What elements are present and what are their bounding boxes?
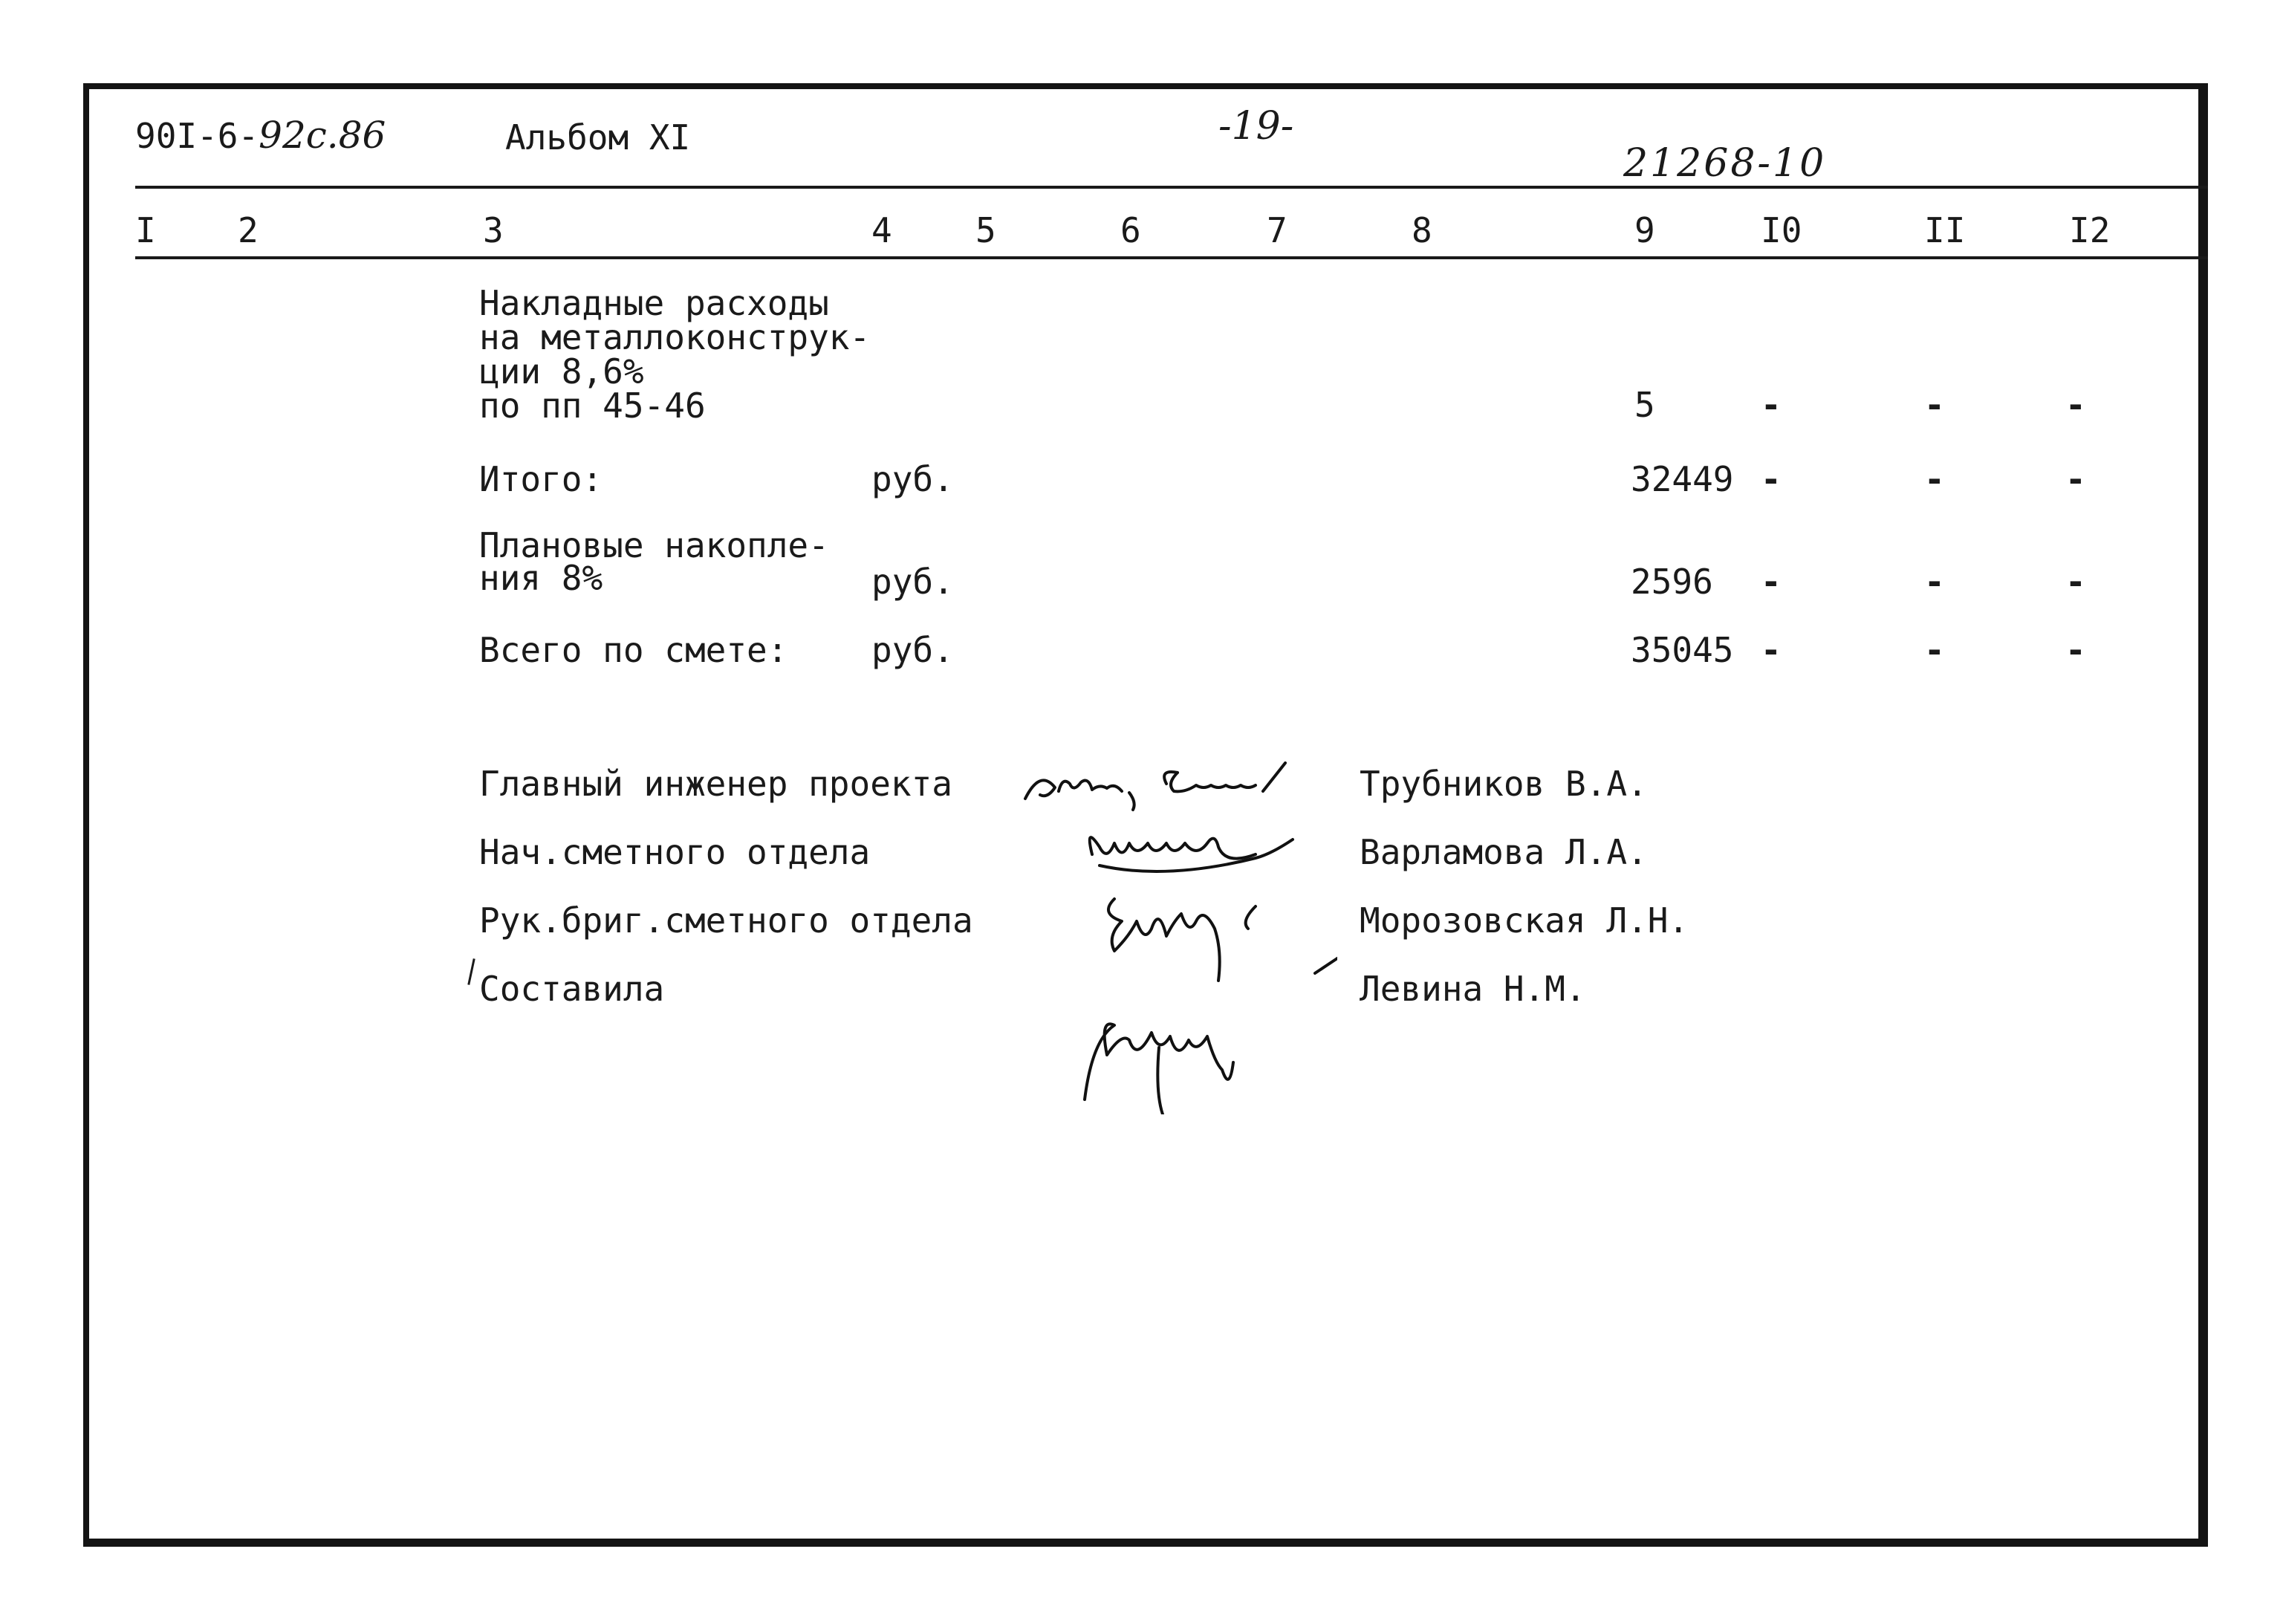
column-number: I0 <box>1761 210 1802 250</box>
column-number: I2 <box>2069 210 2111 250</box>
row-description: Плановые накопле- ния 8% <box>479 525 829 598</box>
row-description: Итого: <box>479 459 603 499</box>
row-value-col11: - <box>1924 385 1945 425</box>
row-value-col9: 35045 <box>1631 630 1734 670</box>
row-value-col12: - <box>2065 385 2086 425</box>
handwritten-signature-brigade-lead <box>1070 877 1337 1114</box>
row-value-col11: - <box>1924 562 1945 602</box>
column-number: 6 <box>1120 210 1141 250</box>
row-unit: руб. <box>871 459 954 499</box>
signature-role: Составила <box>479 969 665 1009</box>
signature-name: Морозовская Л.Н. <box>1360 900 1689 941</box>
row-value-col10: - <box>1761 630 1782 670</box>
row-value-col12: - <box>2065 562 2086 602</box>
row-description: Всего по смете: <box>479 630 788 670</box>
row-value-col9: 2596 <box>1631 562 1713 602</box>
header-rule <box>135 186 2208 189</box>
signature-role: Нач.сметного отдела <box>479 832 871 872</box>
row-value-col11: - <box>1924 630 1945 670</box>
document-number: 21268-10 <box>1623 141 1827 186</box>
album-label: Альбом XI <box>505 117 691 157</box>
page-number: -19- <box>1218 104 1294 149</box>
row-value-col9: 32449 <box>1631 459 1734 499</box>
column-number: I <box>135 210 156 250</box>
row-value-col10: - <box>1761 562 1782 602</box>
document-code-printed: 90I-6- <box>135 116 259 156</box>
column-number: II <box>1924 210 1966 250</box>
column-number: 3 <box>483 210 504 250</box>
column-number: 9 <box>1634 210 1655 250</box>
signature-role: Рук.бриг.сметного отдела <box>479 900 973 941</box>
row-value-col12: - <box>2065 630 2086 670</box>
row-unit: руб. <box>871 562 954 602</box>
column-number: 5 <box>975 210 996 250</box>
column-number: 2 <box>238 210 259 250</box>
signature-name: Левина Н.М. <box>1360 969 1586 1009</box>
row-value-col11: - <box>1924 459 1945 499</box>
row-value-col12: - <box>2065 459 2086 499</box>
row-value-col10: - <box>1761 459 1782 499</box>
signature-name: Трубников В.А. <box>1360 764 1648 804</box>
signature-name: Варламова Л.А. <box>1360 832 1648 872</box>
row-value-col9: 5 <box>1634 385 1655 425</box>
column-number: 7 <box>1267 210 1287 250</box>
row-value-col10: - <box>1761 385 1782 425</box>
row-unit: руб. <box>871 630 954 670</box>
column-number: 4 <box>871 210 892 250</box>
column-header-rule <box>135 256 2208 259</box>
document-code-handwritten: 92с.86 <box>259 114 386 157</box>
column-number: 8 <box>1412 210 1432 250</box>
signature-role: Главный инженер проекта <box>479 764 952 804</box>
row-description: Накладные расходы на металлоконструк- ции 8,6% по пп 45-46 <box>479 283 871 426</box>
document-code <box>135 114 386 157</box>
